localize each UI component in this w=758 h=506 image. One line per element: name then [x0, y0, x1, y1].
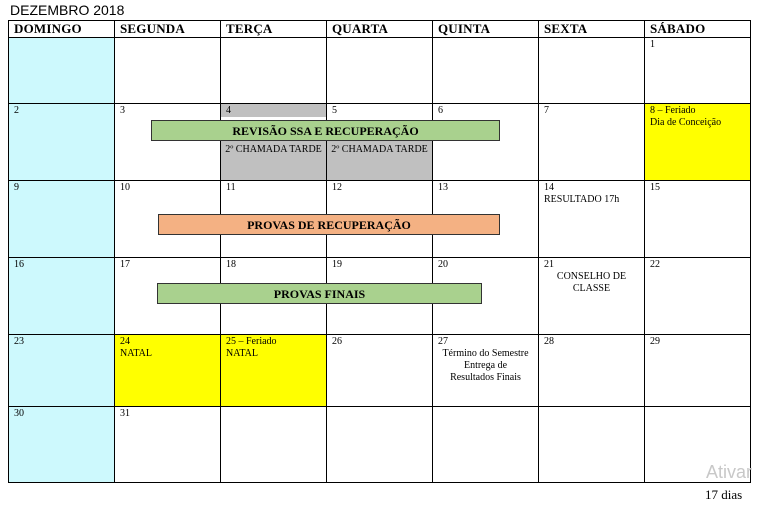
- event-provas-finais-bar: PROVAS FINAIS: [157, 283, 482, 304]
- day-number: 17: [120, 259, 130, 270]
- day-number: 29: [650, 336, 660, 347]
- day-number: 30: [14, 408, 24, 419]
- day-number: 20: [438, 259, 448, 270]
- day-cell: [221, 104, 327, 181]
- day-number: 7: [544, 105, 549, 116]
- day-cell: [433, 335, 539, 407]
- week-row: [9, 38, 751, 104]
- day-number: 28: [544, 336, 554, 347]
- day-number: 23: [14, 336, 24, 347]
- day-note: RESULTADO 17h: [544, 194, 620, 205]
- day-number: 15: [650, 182, 660, 193]
- day-number: 3: [120, 105, 125, 116]
- day-number: 9: [14, 182, 19, 193]
- day-cell: [9, 104, 115, 181]
- weekday-header: DOMINGO: [9, 21, 115, 38]
- day-cell: [9, 258, 115, 335]
- day-number: 27: [438, 336, 448, 347]
- day-number: 1: [650, 39, 655, 50]
- day-cell: [9, 38, 115, 104]
- day-cell: [115, 104, 221, 181]
- day-cell: [221, 38, 327, 104]
- day-number: 18: [226, 259, 236, 270]
- days-footer: 17 dias: [705, 487, 743, 502]
- day-number: 11: [226, 182, 236, 193]
- day-note: CONSELHO DE CLASSE: [556, 271, 627, 294]
- day-number: 22: [650, 259, 660, 270]
- day-number: 31: [120, 408, 130, 419]
- holiday-note: Dia de Conceição: [650, 117, 722, 128]
- day-cell: [327, 407, 433, 483]
- day-cell: [9, 407, 115, 483]
- weekday-header: TERÇA: [221, 21, 327, 38]
- day-cell: [115, 38, 221, 104]
- weekday-header-row: [9, 21, 751, 38]
- weekday-header: SEXTA: [539, 21, 645, 38]
- day-cell: [9, 181, 115, 258]
- day-cell: [539, 258, 645, 335]
- day-cell: [539, 181, 645, 258]
- day-cell: [645, 258, 751, 335]
- calendar-grid: [8, 20, 751, 483]
- day-cell: [645, 38, 751, 104]
- day-cell: [539, 407, 645, 483]
- day-number: 21: [544, 259, 554, 270]
- day-number: 12: [332, 182, 342, 193]
- day-number: 26: [332, 336, 342, 347]
- holiday-note: NATAL: [120, 348, 152, 359]
- day-cell: [115, 407, 221, 483]
- day-number: 14: [544, 182, 554, 193]
- holiday-cell: [645, 104, 751, 181]
- weekday-header: QUINTA: [433, 21, 539, 38]
- day-note: 2º CHAMADA TARDE: [225, 144, 322, 155]
- day-cell: [433, 104, 539, 181]
- week-row: [9, 104, 751, 181]
- day-cell: [327, 335, 433, 407]
- holiday-cell: [115, 335, 221, 407]
- day-cell: [645, 335, 751, 407]
- day-number: 6: [438, 105, 443, 116]
- day-cell: [433, 38, 539, 104]
- weekday-header: SEGUNDA: [115, 21, 221, 38]
- day-number: 16: [14, 259, 24, 270]
- day-cell: [9, 335, 115, 407]
- day-number: 24: [120, 336, 130, 347]
- day-number: 8 – Feriado: [650, 105, 696, 116]
- day-number: 4: [226, 105, 231, 116]
- day-note: 2º CHAMADA TARDE: [331, 144, 428, 155]
- day-cell: [645, 181, 751, 258]
- day-number: 13: [438, 182, 448, 193]
- day-cell: [539, 335, 645, 407]
- day-cell: [327, 104, 433, 181]
- day-cell: [433, 407, 539, 483]
- day-cell: [539, 104, 645, 181]
- activation-watermark: Ativar: [706, 462, 753, 482]
- day-note: Término do Semestre Entrega de Resultados Finais: [442, 348, 529, 383]
- holiday-note: NATAL: [226, 348, 258, 359]
- weekday-header: SÁBADO: [645, 21, 751, 38]
- day-number: 25 – Feriado: [226, 336, 277, 347]
- day-number: 2: [14, 105, 19, 116]
- event-revisao-bar: REVISÃO SSA E RECUPERAÇÃO: [151, 120, 500, 141]
- day-number: 5: [332, 105, 337, 116]
- week-row: [9, 335, 751, 407]
- calendar-title: DEZEMBRO 2018: [10, 2, 125, 18]
- event-provas-recuperacao-bar: PROVAS DE RECUPERAÇÃO: [158, 214, 500, 235]
- day-number: 10: [120, 182, 130, 193]
- day-cell: [327, 38, 433, 104]
- day-number: 19: [332, 259, 342, 270]
- holiday-cell: [221, 335, 327, 407]
- day-cell: [221, 407, 327, 483]
- weekday-header: QUARTA: [327, 21, 433, 38]
- day-cell: [539, 38, 645, 104]
- week-row: [9, 407, 751, 483]
